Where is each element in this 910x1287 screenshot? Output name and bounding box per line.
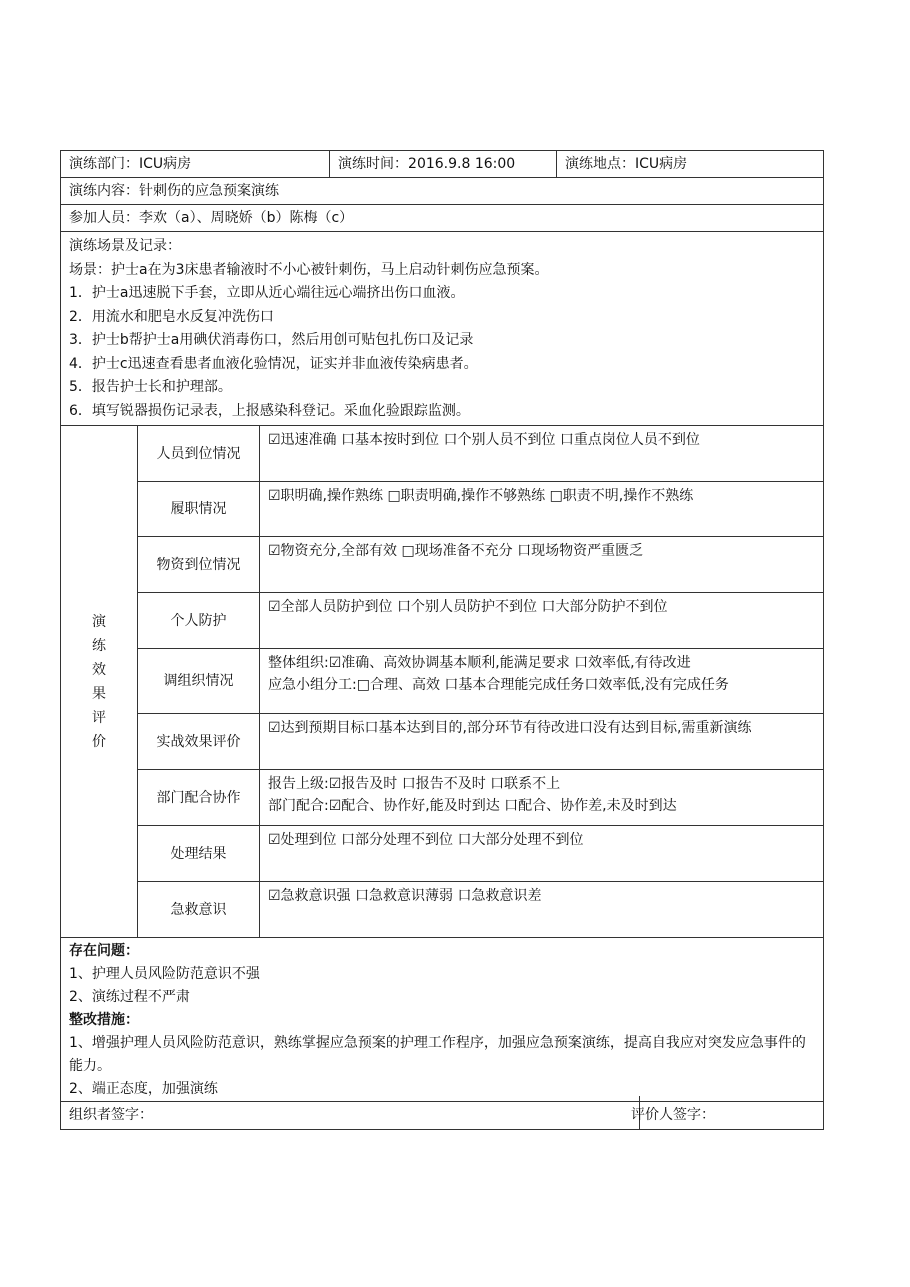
scene-line: 5．报告护士长和护理部。	[69, 379, 232, 395]
eval-label-organization: 调组织情况	[138, 649, 260, 714]
eval-label-supplies: 物资到位情况	[138, 537, 260, 593]
eval-value-awareness: ☑急救意识强 口急救意识薄弱 口急救意识差	[260, 882, 824, 938]
eval-value-protection: ☑全部人员防护到位 口个别人员防护不到位 口大部分防护不到位	[260, 593, 824, 649]
eval-label-cooperation: 部门配合协作	[138, 770, 260, 826]
eval-label-awareness: 急救意识	[138, 882, 260, 938]
eval-value-result: ☑处理到位 口部分处理不到位 口大部分处理不到位	[260, 826, 824, 882]
scene-line: 1．护士a迅速脱下手套，立即从近心端往远心端挤出伤口血液。	[69, 285, 465, 301]
eval-label-duty: 履职情况	[138, 482, 260, 537]
problem-item: 2、演练过程不严肃	[69, 989, 190, 1005]
eval-value-supplies: ☑物资充分,全部有效 □现场准备不充分 口现场物资严重匮乏	[260, 537, 824, 593]
place-cell: 演练地点：ICU病房	[557, 151, 824, 178]
eval-label-staff: 人员到位情况	[138, 426, 260, 482]
eval-value-organization: 整体组织:☑准确、高效协调基本顺利,能满足要求 口效率低,有待改进 应急小组分工:□合理、高效 口基本合理能完成任务口效率低,没有完成任务	[260, 649, 824, 714]
time-cell: 演练时间：2016.9.8 16:00	[330, 151, 557, 178]
measure-item: 1、增强护理人员风险防范意识，熟练掌握应急预案的护理工作程序，加强应急预案演练，提高自我应对突发应急事件的能力。	[69, 1035, 806, 1074]
eval-value-cooperation: 报告上级:☑报告及时 口报告不及时 口联系不上 部门配合:☑配合、协作好,能及时到达 口配合、协作差,未及时到达	[260, 770, 824, 826]
problems-title: 存在问题：	[69, 943, 139, 959]
scene-cell	[61, 232, 824, 426]
organizer-signature-label: 组织者签字：	[69, 1107, 153, 1123]
notes-cell	[61, 938, 824, 1102]
scene-line: 6．填写锐器损伤记录表，上报感染科登记。采血化验跟踪监测。	[69, 402, 470, 419]
eval-value-staff: ☑迅速准确 口基本按时到位 口个别人员不到位 口重点岗位人员不到位	[260, 426, 824, 482]
scene-line: 4．护士c迅速查看患者血液化验情况，证实并非血液传染病患者。	[69, 355, 478, 372]
problem-item: 1、护理人员风险防范意识不强	[69, 966, 260, 982]
eval-value-duty: ☑职明确,操作熟练 □职责明确,操作不够熟练 □职责不明,操作不熟练	[260, 482, 824, 537]
participants-cell: 参加人员：李欢（a）、周晓娇（b）陈梅（c）	[61, 205, 824, 232]
evaluator-signature-label: 评价人签字：	[631, 1107, 715, 1123]
signature-row	[61, 1102, 824, 1130]
eval-label-protection: 个人防护	[138, 593, 260, 649]
measure-item: 2、端正态度，加强演练	[69, 1081, 218, 1097]
scene-line: 2．用流水和肥皂水反复冲洗伤口	[69, 308, 274, 325]
dept-cell: 演练部门：ICU病房	[61, 151, 330, 178]
eval-label-result: 处理结果	[138, 826, 260, 882]
eval-value-effect: ☑达到预期目标口基本达到目的,部分环节有待改进口没有达到目标,需重新演练	[260, 714, 824, 770]
scene-title: 演练场景及记录：	[69, 238, 181, 254]
evaluation-group-label: 演 练 效 果 评 价	[61, 426, 138, 938]
eval-label-effect: 实战效果评价	[138, 714, 260, 770]
scene-line: 3．护士b帮护士a用碘伏消毒伤口，然后用创可贴包扎伤口及记录	[69, 332, 474, 348]
drill-record-form	[60, 150, 823, 1130]
content-cell: 演练内容：针刺伤的应急预案演练	[61, 178, 824, 205]
scene-line: 场景：护士a在为3床患者输液时不小心被针刺伤，马上启动针刺伤应急预案。	[69, 261, 549, 278]
measures-title: 整改措施：	[69, 1012, 139, 1028]
